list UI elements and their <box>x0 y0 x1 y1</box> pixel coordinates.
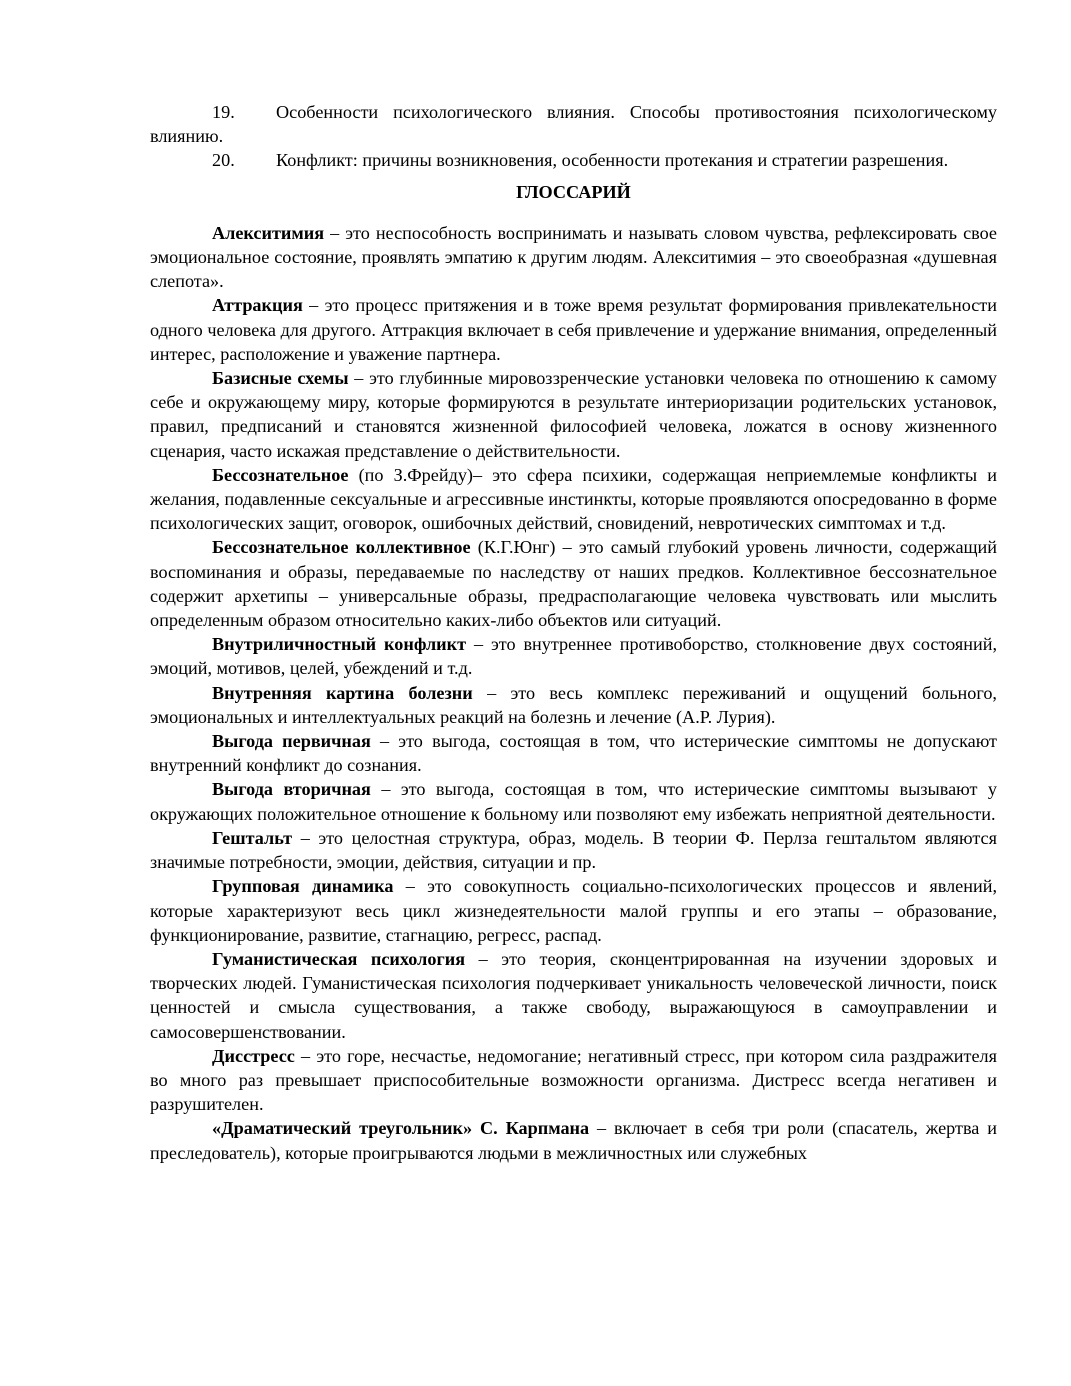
glossary-entry <box>150 729 997 777</box>
glossary-entry <box>150 535 997 632</box>
glossary-definition: – это весь комплекс переживаний и ощущений больного, эмоциональных и интеллектуальных реакций на болезнь и лечение (А.Р. Лурия). <box>150 682 997 727</box>
glossary-definition: (по З.Фрейду)– это сфера психики, содержащая неприемлемые конфликты и желания, подавленные сексуальные и агрессивные инстинкты, которые проявляются опосредованно в форме психологических защит, оговорок, ошибочных действий, сновидений, невротических симптомах и т.д. <box>150 464 997 534</box>
glossary-term: Групповая динамика <box>212 876 394 897</box>
glossary-entry <box>150 947 997 1044</box>
glossary-definition: (К.Г.Юнг) – это самый глубокий уровень личности, содержащий воспоминания и образы, передаваемые по наследству от наших предков. Коллективное бессознательное содержит архетипы – универсальные образы, предрасполагающие человека чувствовать или мыслить определенным образом относительно каких-либо объектов или ситуаций. <box>150 537 998 631</box>
list-item-text: Особенности психологического влияния. Способы противостояния психологическому влиянию. <box>150 102 997 147</box>
glossary-entry <box>150 826 997 874</box>
glossary-entry <box>150 463 997 536</box>
glossary-definition: – это выгода, состоящая в том, что истерические симптомы вызывают у окружающих положительное отношение к больному или позволяют ему избежать неприятной деятельности. <box>150 779 997 824</box>
glossary-term: Гуманистическая психология <box>212 948 466 969</box>
list-item-number: 19. <box>212 102 235 122</box>
glossary-definition: – это процесс притяжения и в тоже время результат формирования привлекательности одного человека для другого. Аттракция включает в себя привлечение и удержание внимания, определенный интерес, расположение и уважение партнера. <box>150 295 997 364</box>
glossary-entry <box>150 681 997 729</box>
glossary-definition: – это теория, сконцентрированная на изучении здоровых и творческих людей. Гуманистическая психология подчеркивает уникальность человеческой личности, поиск ценностей и смысла существования, а также свободу, выражающуюся в самоуправлении и самосовершенствовании. <box>150 948 997 1042</box>
glossary-definition: – включает в себя три роли (спасатель, жертва и преследователь), которые проигрываются людьми в межличностных или служебных <box>150 1118 997 1163</box>
glossary-term: Бессознательное коллективное <box>212 537 471 558</box>
glossary-entry <box>150 1044 997 1117</box>
glossary-entry <box>150 1116 997 1164</box>
glossary-term: Внутриличностный конфликт <box>212 634 467 655</box>
glossary-entry <box>150 366 997 463</box>
list-item-number: 20. <box>212 150 235 171</box>
glossary-definition: – это выгода, состоящая в том, что истерические симптомы не допускают внутренний конфликт до сознания. <box>150 731 998 776</box>
glossary-title: ГЛОССАРИЙ <box>516 181 631 202</box>
glossary-entry <box>150 874 997 947</box>
glossary-definition: – это целостная структура, образ, модель. В теории Ф. Перлза гештальтом являются значимые потребности, эмоции, действия, ситуации и пр. <box>150 827 997 873</box>
list-item <box>150 148 997 172</box>
glossary-term: Гештальт <box>212 827 293 848</box>
glossary-term: Бессознательное <box>212 464 349 485</box>
glossary-term: Базисные схемы <box>212 368 349 389</box>
glossary-term: Внутренняя картина болезни <box>212 682 473 703</box>
glossary-entry <box>150 777 997 825</box>
glossary-entry <box>150 293 997 366</box>
page-content <box>150 100 997 1165</box>
glossary-term: Алекситимия <box>212 222 325 243</box>
glossary-definition: – это неспособность воспринимать и называть словом чувства, рефлексировать свое эмоциональное состояние, проявлять эмпатию к другим людям. Алекситимия – это своеобразная «душевная слепота». <box>150 222 997 292</box>
glossary-term: Дисстресс <box>212 1045 295 1066</box>
glossary-term: «Драматический треугольник» С. Карпмана <box>212 1118 590 1139</box>
list-item <box>150 100 997 148</box>
glossary-entry <box>150 632 997 680</box>
glossary-definition: – это горе, несчастье, недомогание; негативный стресс, при котором сила раздражителя во много раз превышает приспособительные возможности организма. Дистресс всегда негативен и разрушителен. <box>150 1045 997 1115</box>
glossary-term: Аттракция <box>212 295 303 316</box>
glossary-definition: – это внутреннее противоборство, столкновение двух состояний, эмоций, мотивов, целей, убеждений и т.д. <box>150 634 998 679</box>
glossary-term: Выгода первичная <box>212 731 371 752</box>
glossary-definition: – это глубинные мировоззренческие установки человека по отношению к самому себе и окружающему миру, которые формируются в результате интериоризации родительских установок, правил, предписаний и становятся жизненной философией человека, ложатся в основу жизненного сценария, часто искажая представление о действительности. <box>150 368 997 461</box>
glossary-entry <box>150 221 997 294</box>
list-item-text: Конфликт: причины возникновения, особенности протекания и стратегии разрешения. <box>276 150 949 171</box>
glossary-term: Выгода вторичная <box>212 779 371 800</box>
glossary-definition: – это совокупность социально-психологических процессов и явлений, которые характеризуют весь цикл жизнедеятельности малой группы и его этапы – образование, функционирование, развитие, стагнацию, регресс, распад. <box>150 876 997 945</box>
